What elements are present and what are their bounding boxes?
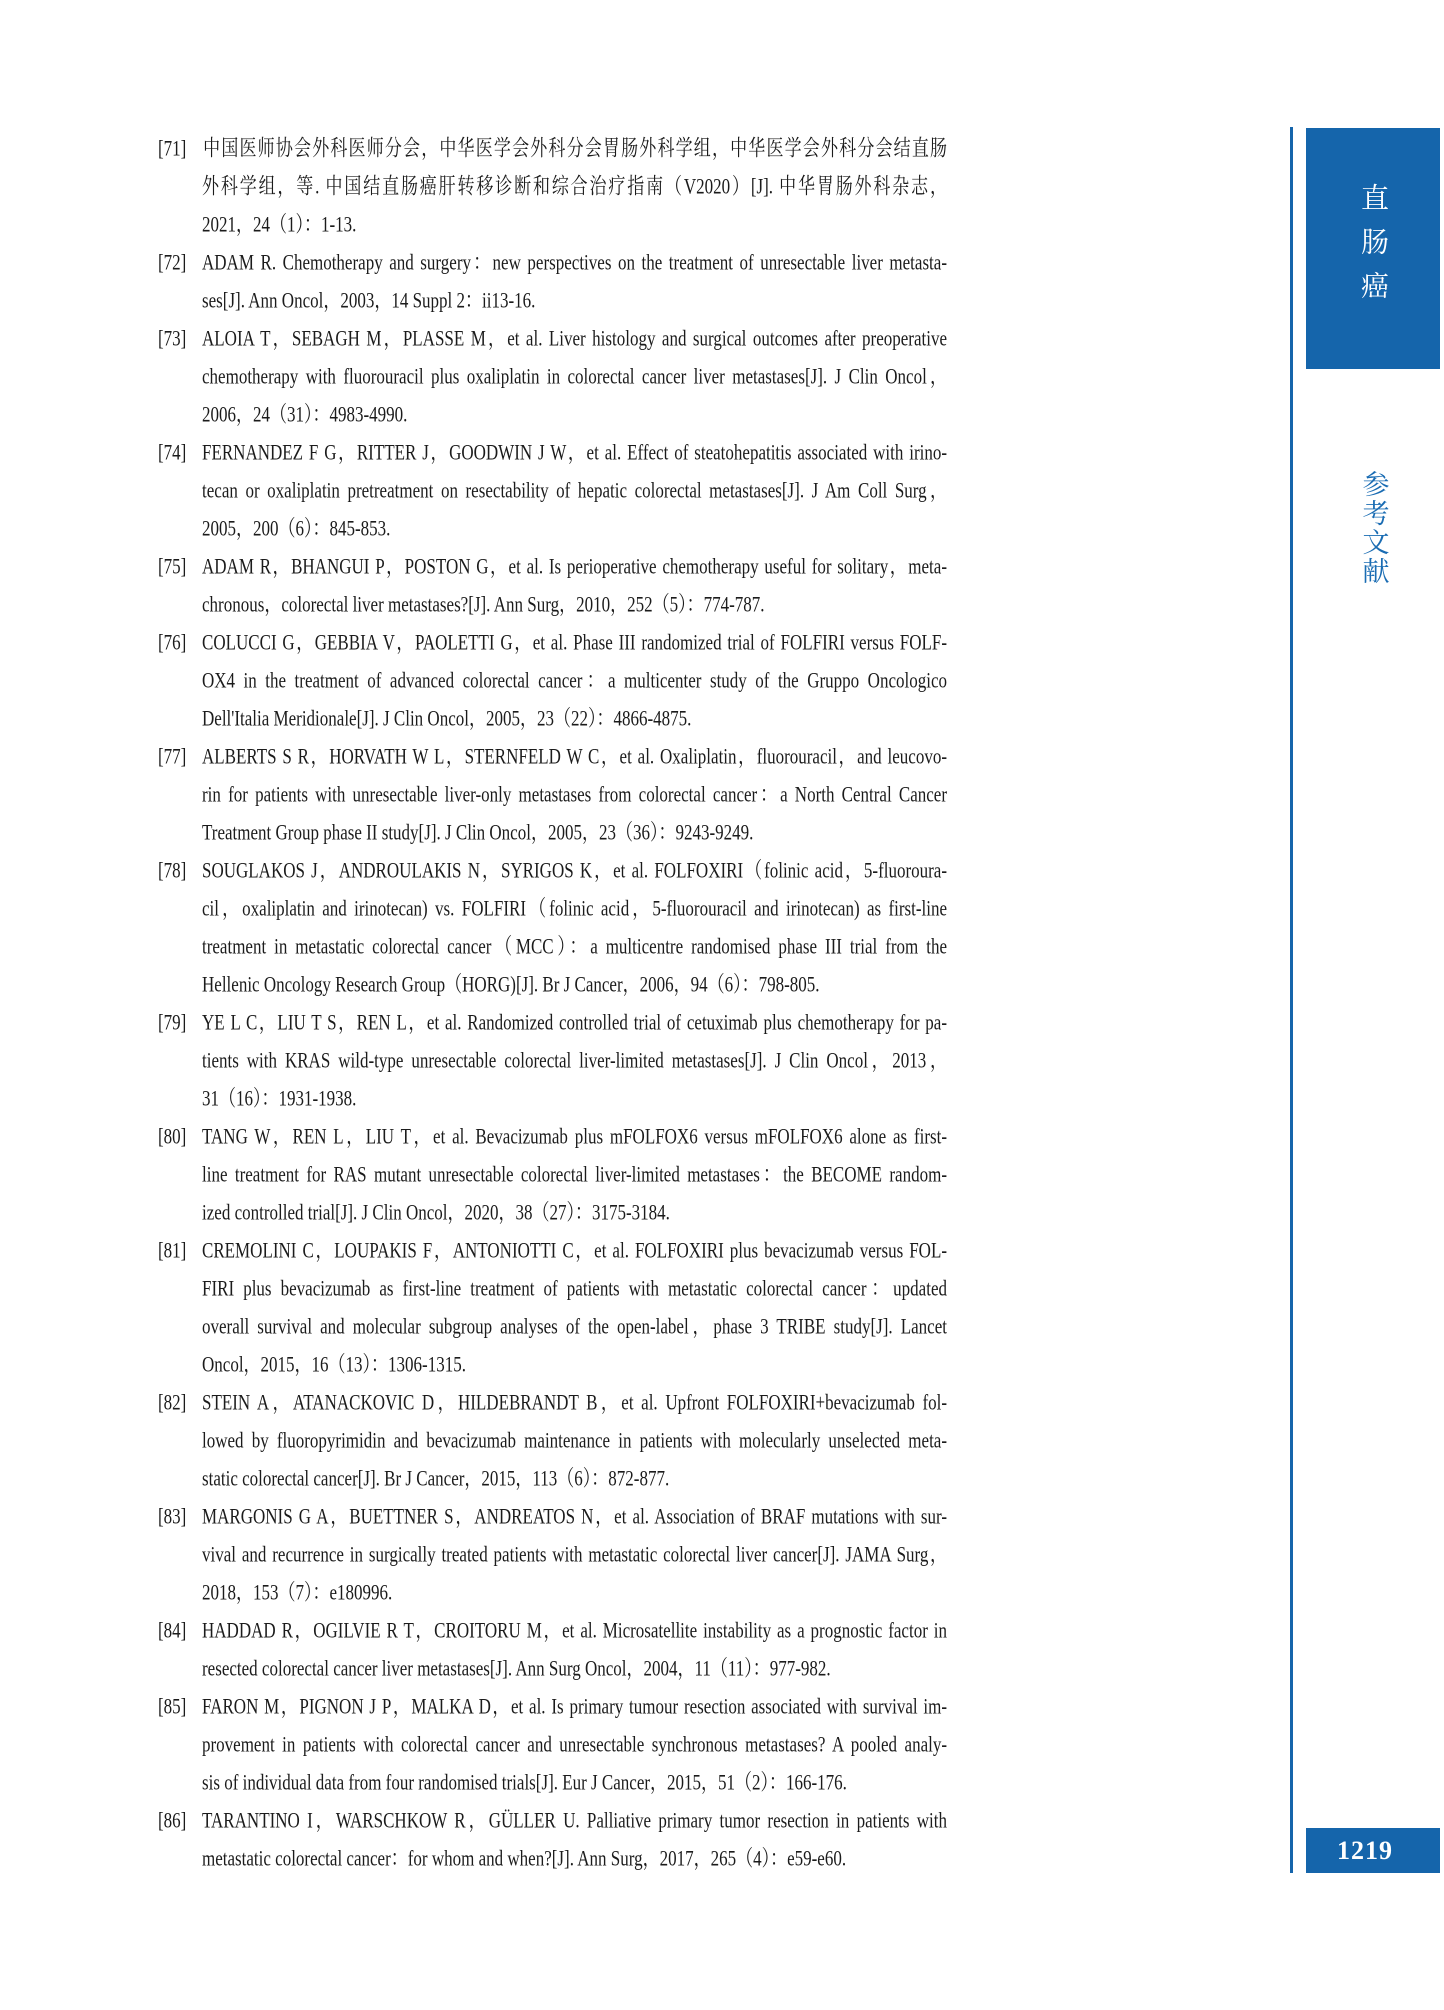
reference-number: [72] xyxy=(158,250,187,275)
reference-line: Treatment Group phase II study[J]. J Clin Oncol，2005，23（36）：9243-9249. xyxy=(202,820,754,845)
reference-number: [86] xyxy=(158,1808,187,1833)
sidebar-divider-line xyxy=(1290,127,1293,1873)
reference-number: [84] xyxy=(158,1618,187,1643)
reference-text: STEIN A，ATANACKOVIC D，HILDEBRANDT B，et al. Upfront FOLFOXIRI+bevacizumab fol- xyxy=(202,1390,947,1415)
reference-line: treatment in metastatic colorectal cancer（MCC）：a multicentre randomised phase III trial from the xyxy=(202,934,947,959)
reference-number: [75] xyxy=(158,554,187,579)
reference-number: [80] xyxy=(158,1124,187,1149)
reference-text: HADDAD R，OGILVIE R T，CROITORU M，et al. Microsatellite instability as a prognostic factor in xyxy=(202,1618,947,1643)
reference-line: 2006，24（31）：4983-4990. xyxy=(202,402,408,427)
reference-text: TANG W，REN L，LIU T，et al. Bevacizumab plus mFOLFOX6 versus mFOLFOX6 alone as first- xyxy=(202,1124,947,1149)
page-number: 1219 xyxy=(1337,1835,1393,1865)
reference-text: TARANTINO I，WARSCHKOW R，GÜLLER U. Palliative primary tumor resection in patients with xyxy=(202,1808,947,1833)
reference-item xyxy=(158,1384,947,1498)
reference-text: ADAM R，BHANGUI P，POSTON G，et al. Is perioperative chemotherapy useful for solitary，meta- xyxy=(202,554,947,579)
reference-item xyxy=(158,548,947,624)
reference-line: cil，oxaliplatin and irinotecan) vs. FOLFIRI（folinic acid，5-fluorouracil and irinotecan) as first-line xyxy=(202,896,947,921)
reference-number: [79] xyxy=(158,1010,187,1035)
reference-number: [81] xyxy=(158,1238,187,1263)
reference-line: tecan or oxaliplatin pretreatment on resectability of hepatic colorectal metastases[J]. J Am Coll Surg， xyxy=(202,478,947,503)
reference-text: MARGONIS G A，BUETTNER S，ANDREATOS N，et al. Association of BRAF mutations with sur- xyxy=(202,1504,947,1529)
reference-line: metastatic colorectal cancer：for whom and when?[J]. Ann Surg，2017，265（4）：e59-e60. xyxy=(202,1846,847,1871)
reference-line: line treatment for RAS mutant unresectable colorectal liver-limited metastases：the BECOME random- xyxy=(202,1162,947,1187)
reference-line: provement in patients with colorectal cancer and unresectable synchronous metastases? A pooled analy- xyxy=(202,1732,947,1757)
reference-line: Hellenic Oncology Research Group（HORG)[J]. Br J Cancer，2006，94（6）：798-805. xyxy=(202,972,820,997)
reference-item xyxy=(158,130,947,244)
reference-list xyxy=(158,130,947,1878)
reference-text: ALBERTS S R，HORVATH W L，STERNFELD W C，et al. Oxaliplatin，fluorouracil，and leucovo- xyxy=(202,744,947,769)
reference-number: [73] xyxy=(158,326,187,351)
reference-item xyxy=(158,434,947,548)
reference-line: sis of individual data from four randomised trials[J]. Eur J Cancer，2015，51（2）：166-176. xyxy=(202,1770,847,1795)
reference-item xyxy=(158,320,947,434)
reference-text: ALOIA T，SEBAGH M，PLASSE M，et al. Liver histology and surgical outcomes after preoperative xyxy=(202,326,947,351)
reference-text: ADAM R. Chemotherapy and surgery：new perspectives on the treatment of unresectable liver metasta- xyxy=(202,250,947,275)
reference-item xyxy=(158,624,947,738)
reference-line: vival and recurrence in surgically treated patients with metastatic colorectal liver cancer[J]. JAMA Surg， xyxy=(202,1542,947,1567)
reference-number: [85] xyxy=(158,1694,187,1719)
reference-line: static colorectal cancer[J]. Br J Cancer，2015，113（6）：872-877. xyxy=(202,1466,670,1491)
reference-number: [83] xyxy=(158,1504,187,1529)
reference-line: OX4 in the treatment of advanced colorectal cancer：a multicenter study of the Gruppo Oncologico xyxy=(202,668,947,693)
reference-number: [74] xyxy=(158,440,187,465)
section-side-label xyxy=(1306,470,1440,586)
reference-line: Dell'Italia Meridionale[J]. J Clin Oncol，2005，23（22）：4866-4875. xyxy=(202,706,692,731)
reference-text: FARON M，PIGNON J P，MALKA D，et al. Is primary tumour resection associated with survival im- xyxy=(202,1694,947,1719)
reference-text: COLUCCI G，GEBBIA V，PAOLETTI G，et al. Phase III randomized trial of FOLFIRI versus FOLF- xyxy=(202,630,947,655)
reference-line: 2005，200（6）：845-853. xyxy=(202,516,391,541)
reference-item xyxy=(158,1688,947,1802)
reference-line: 外科学组，等. 中国结直肠癌肝转移诊断和综合治疗指南（V2020）[J]. 中华胃肠外科杂志， xyxy=(202,174,947,199)
reference-item xyxy=(158,1232,947,1384)
reference-line: 2021，24（1）：1-13. xyxy=(202,212,357,237)
reference-text: 中国医师协会外科医师分会，中华医学会外科分会胃肠外科学组，中华医学会外科分会结直肠 xyxy=(202,136,947,161)
reference-number: [71] xyxy=(158,136,187,161)
reference-line: chronous，colorectal liver metastases?[J]. Ann Surg，2010，252（5）：774-787. xyxy=(202,592,765,617)
reference-line: ses[J]. Ann Oncol，2003，14 Suppl 2：ii13-16. xyxy=(202,288,536,313)
reference-number: [76] xyxy=(158,630,187,655)
reference-line: rin for patients with unresectable liver-only metastases from colorectal cancer：a North Central Cancer xyxy=(202,782,947,807)
reference-line: tients with KRAS wild-type unresectable colorectal liver-limited metastases[J]. J Clin Oncol，2013， xyxy=(202,1048,947,1073)
reference-line: 2018，153（7）：e180996. xyxy=(202,1580,393,1605)
reference-item xyxy=(158,738,947,852)
chapter-tab xyxy=(1306,128,1440,369)
reference-item xyxy=(158,244,947,320)
reference-text: SOUGLAKOS J，ANDROULAKIS N，SYRIGOS K，et al. FOLFOXIRI（folinic acid，5-fluoroura- xyxy=(202,858,947,883)
reference-number: [82] xyxy=(158,1390,187,1415)
chapter-tab-label: 直肠癌 xyxy=(1357,182,1390,315)
reference-text: FERNANDEZ F G，RITTER J，GOODWIN J W，et al. Effect of steatohepatitis associated with irino- xyxy=(202,440,947,465)
reference-item xyxy=(158,1118,947,1232)
reference-line: lowed by fluoropyrimidin and bevacizumab maintenance in patients with molecularly unselected meta- xyxy=(202,1428,947,1453)
reference-number: [77] xyxy=(158,744,187,769)
reference-item xyxy=(158,1498,947,1612)
reference-item xyxy=(158,1004,947,1118)
reference-item xyxy=(158,1612,947,1688)
section-side-label-text: 参考文献 xyxy=(1357,470,1389,586)
reference-line: FIRI plus bevacizumab as first-line treatment of patients with metastatic colorectal cancer：updated xyxy=(202,1276,947,1301)
reference-number: [78] xyxy=(158,858,187,883)
reference-text: YE L C，LIU T S，REN L，et al. Randomized controlled trial of cetuximab plus chemotherapy for pa- xyxy=(202,1010,947,1035)
reference-line: chemotherapy with fluorouracil plus oxaliplatin in colorectal cancer liver metastases[J]. J Clin Oncol， xyxy=(202,364,947,389)
reference-item xyxy=(158,852,947,1004)
reference-line: Oncol，2015，16（13）：1306-1315. xyxy=(202,1352,466,1377)
reference-item xyxy=(158,1802,947,1878)
page-number-badge xyxy=(1306,1828,1440,1873)
reference-text: CREMOLINI C，LOUPAKIS F，ANTONIOTTI C，et al. FOLFOXIRI plus bevacizumab versus FOL- xyxy=(202,1238,947,1263)
reference-line: overall survival and molecular subgroup analyses of the open-label，phase 3 TRIBE study[J]. Lancet xyxy=(202,1314,947,1339)
reference-line: ized controlled trial[J]. J Clin Oncol，2020，38（27）：3175-3184. xyxy=(202,1200,670,1225)
reference-line: 31（16）：1931-1938. xyxy=(202,1086,357,1111)
reference-line: resected colorectal cancer liver metastases[J]. Ann Surg Oncol，2004，11（11）：977-982. xyxy=(202,1656,831,1681)
